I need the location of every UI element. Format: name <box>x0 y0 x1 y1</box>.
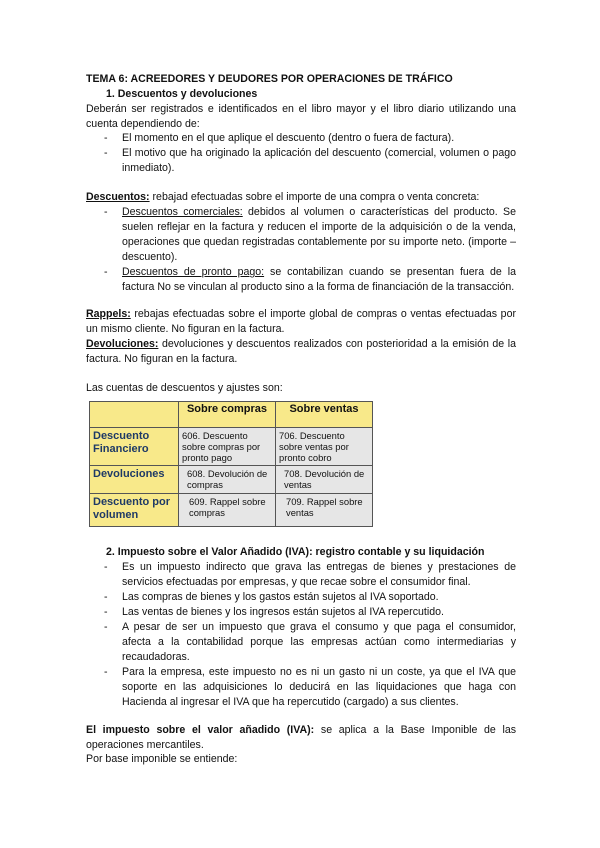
intro-line-1: Deberán ser registrados e identificados en el libro mayor y el libro diario utilizando una <box>86 103 516 115</box>
iva-term: El impuesto sobre el valor añadido (IVA): <box>86 724 315 736</box>
accounts-table <box>89 401 373 527</box>
list-item: - A pesar de ser un impuesto que grava el consumo y que paga el consumidor, afecta a la contabilidad porque las empresas actúan como intermediarias y recaudadoras. <box>86 620 516 665</box>
rappels-text: rebajas efectuadas sobre el importe global de compras o ventas efectuadas por un mismo cliente. No figuran en la factura. <box>86 308 516 335</box>
section-1-bullets <box>86 131 516 176</box>
descuentos-term: Descuentos: <box>86 191 150 203</box>
item-term: Descuentos de pronto pago: <box>122 266 265 278</box>
descuentos-text: rebajad efectuadas sobre el importe de una compra o venta concreta: <box>152 191 480 203</box>
rappels-definition <box>86 307 516 337</box>
section-1-heading: 1. Descuentos y devoluciones <box>106 88 258 100</box>
rappels-term: Rappels: <box>86 308 131 320</box>
item-text: debidos al volumen o características del producto. Se suelen reflejar en la factura y reducen el importe de la adquisición o de la venda, operaciones que quedan registradas contablemente por su importe neto. (importe – descuento). <box>122 206 516 263</box>
item-text: se contabilizan cuando se presentan fuera de la factura No se vinculan al producto sino a la forma de financiación de la transacción. <box>122 266 516 293</box>
table-cell: 706. Descuento sobre ventas por pronto cobro <box>276 428 373 466</box>
list-item <box>86 265 516 295</box>
descuentos-definition <box>86 190 516 205</box>
devoluciones-definition <box>86 337 516 367</box>
intro-line-2: cuenta dependiendo de: <box>86 118 200 130</box>
descuentos-list <box>86 205 516 295</box>
section-2-bullets <box>86 560 516 710</box>
iva-text: se aplica a la Base Imponible de las operaciones mercantiles. <box>86 724 517 751</box>
row-header-descuento-volumen: Descuento por volumen <box>90 494 179 527</box>
list-item: - Es un impuesto indirecto que grava las entregas de bienes y prestaciones de servicios efectuadas por empresas, y que recae sobre el consumidor final. <box>86 560 516 590</box>
list-item: - El motivo que ha originado la aplicación del descuento (comercial, volumen o pago inmediato). <box>86 146 516 176</box>
table-corner <box>90 402 179 428</box>
column-header-ventas: Sobre ventas <box>276 402 373 428</box>
list-item: - Para la empresa, este impuesto no es ni un gasto ni un coste, ya que el IVA que soporte en las adquisiciones lo deducirá en las liquidaciones que haga con Hacienda al ingresar el IVA que ha repercutido (cargado) a sus clientes. <box>86 665 516 710</box>
table-cell: 608. Devolución de compras <box>179 466 276 494</box>
table-intro: Las cuentas de descuentos y ajustes son: <box>86 382 283 394</box>
section-2-heading: 2. Impuesto sobre el Valor Añadido (IVA): registro contable y su liquidación <box>106 546 485 558</box>
section-1-intro <box>86 102 516 132</box>
column-header-compras: Sobre compras <box>179 402 276 428</box>
list-item: - Las compras de bienes y los gastos están sujetos al IVA soportado. <box>86 590 516 605</box>
table-cell: 709. Rappel sobre ventas <box>276 494 373 527</box>
row-header-devoluciones: Devoluciones <box>90 466 179 494</box>
iva-definition <box>86 723 516 753</box>
devoluciones-text: devoluciones y descuentos realizados con posterioridad a la emisión de la factura. No figuran en la factura. <box>86 338 516 365</box>
table-cell: 708. Devolución de ventas <box>276 466 373 494</box>
list-item: - Las ventas de bienes y los ingresos están sujetos al IVA repercutido. <box>86 605 516 620</box>
row-header-descuento-financiero: Descuento Financiero <box>90 428 179 466</box>
table-cell: 606. Descuento sobre compras por pronto pago <box>179 428 276 466</box>
page-title: TEMA 6: ACREEDORES Y DEUDORES POR OPERACIONES DE TRÁFICO <box>86 73 453 85</box>
base-imponible-line: Por base imponible se entiende: <box>86 753 238 765</box>
list-item <box>86 205 516 265</box>
devoluciones-term: Devoluciones: <box>86 338 159 350</box>
list-item: - El momento en el que aplique el descuento (dentro o fuera de factura). <box>86 131 516 146</box>
item-term: Descuentos comerciales: <box>122 206 243 218</box>
table-cell: 609. Rappel sobre compras <box>179 494 276 527</box>
